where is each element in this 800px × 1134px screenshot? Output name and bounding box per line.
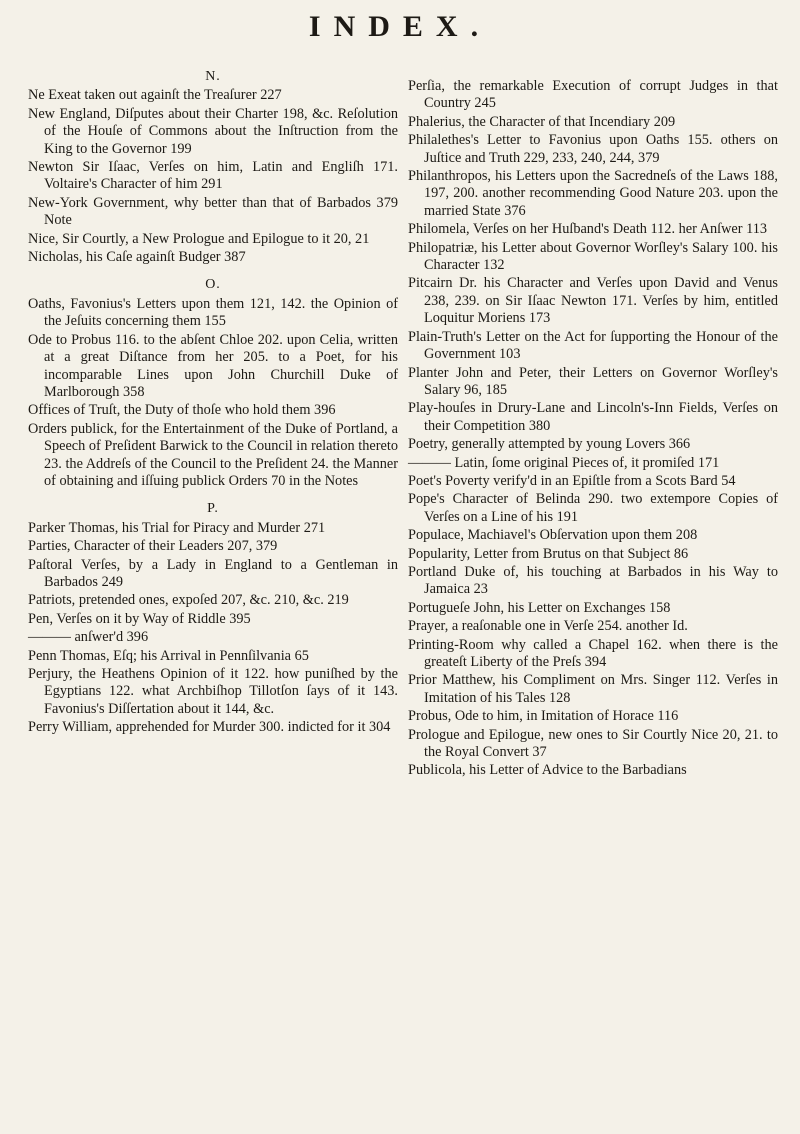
index-entry: Paſtoral Verſes, by a Lady in England to a Gentleman in Barbados 249 <box>28 556 398 590</box>
section-letter: N. <box>205 69 221 84</box>
index-entry: Prologue and Epilogue, new ones to Sir Courtly Nice 20, 21. to the Royal Convert 37 <box>408 726 778 761</box>
index-header: INDEX. <box>308 10 492 43</box>
index-entry: Prior Matthew, his Compliment on Mrs. Singer 112. Verſes in Imitation of his Tales 128 <box>408 672 778 706</box>
index-entry: Newton Sir Iſaac, Verſes on him, Latin and Engliſh 171. Voltaire's Character of him 291 <box>28 159 398 193</box>
index-entry: Parker Thomas, his Trial for Piracy and Murder 271 <box>28 519 326 536</box>
index-entry: Prayer, a reaſonable one in Verſe 254. another Id. <box>408 618 688 635</box>
index-entry: Populace, Machiavel's Obſervation upon them 208 <box>408 527 698 544</box>
index-entry: Nice, Sir Courtly, a New Prologue and Epilogue to it 20, 21 <box>28 230 370 247</box>
index-entry: Publicola, his Letter of Advice to the Barbadians <box>408 762 687 779</box>
index-column-right <box>408 78 778 781</box>
index-entry: Plain-Truth's Letter on the Act for ſupporting the Honour of the Government 103 <box>408 328 778 363</box>
index-entry: Philanthropos, his Letters upon the Sacredneſs of the Laws 188, 197, 200. another recommending Good Nature 203. upon the married State 376 <box>408 168 778 219</box>
index-entry: Orders publick, for the Entertainment of the Duke of Portland, a Speech of Preſident Barwick to the Council in relation thereto 23. the Addreſs of the Council to the Preſident 24. the Manner of obtaining and iſſuing publick Orders 70 in the Notes <box>28 420 398 489</box>
index-entry: Planter John and Peter, their Letters on Governor Worſley's Salary 96, 185 <box>408 364 778 398</box>
index-entry: Popularity, Letter from Brutus on that Subject 86 <box>408 545 689 562</box>
index-entry: New England, Diſputes about their Charter 198, &c. Reſolution of the Houſe of Commons about the Inſtruction from the King to the Governor 199 <box>28 105 398 157</box>
index-entry: Philomela, Verſes on her Huſband's Death 112. her Anſwer 113 <box>408 221 767 238</box>
section-letter: O. <box>205 277 221 293</box>
index-entry: Portugueſe John, his Letter on Exchanges 158 <box>408 599 671 616</box>
index-entry: Poetry, generally attempted by young Lovers 366 <box>408 436 691 453</box>
index-entry: Poet's Poverty verify'd in an Epiſtle from a Scots Bard 54 <box>408 472 736 489</box>
index-entry: ——— anſwer'd 396 <box>28 629 149 646</box>
index-entry: New-York Government, why better than that of Barbados 379 Note <box>28 194 398 229</box>
index-entry: Perſia, the remarkable Execution of corrupt Judges in that Country 245 <box>408 78 778 112</box>
index-entry: Portland Duke of, his touching at Barbados in his Way to Jamaica 23 <box>408 563 778 598</box>
section-letter: P. <box>207 501 219 517</box>
index-entry: Play-houſes in Drury-Lane and Lincoln's-Inn Fields, Verſes on their Competition 380 <box>408 400 778 434</box>
index-entry: Patriots, pretended ones, expoſed 207, &c. 210, &c. 219 <box>28 592 349 609</box>
index-entry: Oaths, Favonius's Letters upon them 121, 142. the Opinion of the Jeſuits concerning them 155 <box>28 295 398 330</box>
index-entry: Printing-Room why called a Chapel 162. when there is the greateſt Liberty of the Preſs 394 <box>408 636 778 670</box>
index-entry: Probus, Ode to him, in Imitation of Horace 116 <box>408 708 679 725</box>
index-entry: Ode to Probus 116. to the abſent Chloe 202. upon Celia, written at a great Diſtance from her 205. to a Poet, for his incomparable Lines upon John Churchill Duke of Marlborough 358 <box>28 331 398 400</box>
index-entry: Philalethes's Letter to Favonius upon Oaths 155. others on Juſtice and Truth 229, 233, 240, 244, 379 <box>408 132 778 166</box>
index-entry: Phalerius, the Character of that Incendiary 209 <box>408 113 676 130</box>
index-entry: ——— Latin, ſome original Pieces of, it promiſed 171 <box>408 454 720 471</box>
index-entry: Pitcairn Dr. his Character and Verſes upon David and Venus 238, 239. on Sir Iſaac Newton 171. Verſes by him, entitled Loquitur Moriens 173 <box>408 275 778 327</box>
index-column-left <box>28 58 398 738</box>
index-entry: Offices of Truſt, the Duty of thoſe who hold them 396 <box>28 402 336 419</box>
index-entry: Parties, Character of their Leaders 207, 379 <box>28 538 278 555</box>
index-entry: Penn Thomas, Eſq; his Arrival in Pennſilvania 65 <box>28 647 309 664</box>
index-entry: Philopatriæ, his Letter about Governor Worſley's Salary 100. his Character 132 <box>408 239 778 274</box>
index-entry: Perry William, apprehended for Murder 300. indicted for it 304 <box>28 719 391 736</box>
index-entry: Perjury, the Heathens Opinion of it 122. how puniſhed by the Egyptians 122. what Archbiſhop Tillotſon ſays of it 143. Favonius's Diſſertation about it 144, &c. <box>28 666 398 717</box>
index-entry: Nicholas, his Caſe againſt Budger 387 <box>28 249 246 266</box>
index-entry: Pen, Verſes on it by Way of Riddle 395 <box>28 610 251 627</box>
index-entry: Ne Exeat taken out againſt the Treaſurer 227 <box>28 87 282 104</box>
index-entry: Pope's Character of Belinda 290. two extempore Copies of Verſes on a Line of his 191 <box>408 491 778 525</box>
